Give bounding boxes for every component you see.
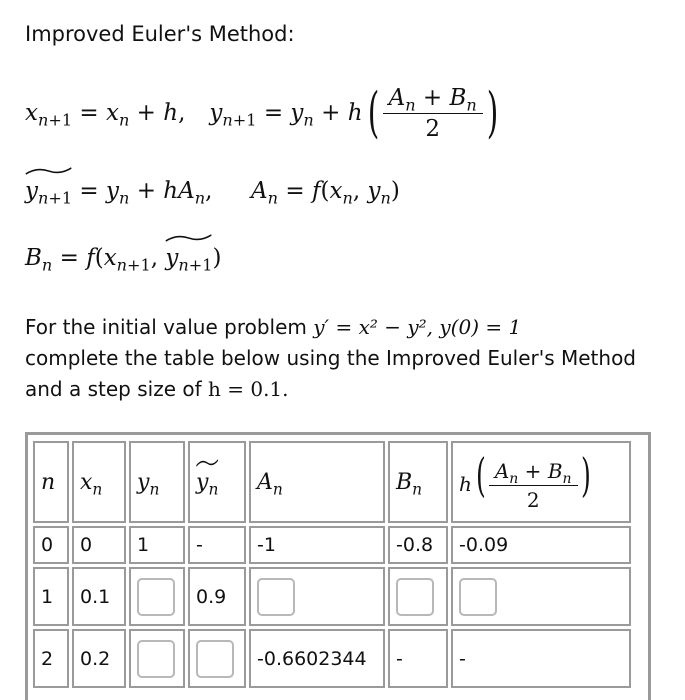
cell-x: 0.1 (72, 567, 126, 626)
euler-table-frame (25, 432, 651, 700)
cell-b: - (388, 629, 448, 688)
cell-a: -1 (249, 526, 385, 564)
cell-y: 1 (129, 526, 185, 564)
page-title: Improved Euler's Method: (25, 22, 295, 46)
problem-ivp: y′ = x² − y², y(0) = 1 (313, 315, 522, 339)
header-y: $y_n$ (129, 441, 185, 523)
a-input[interactable] (257, 578, 295, 616)
table-row (33, 567, 631, 626)
problem-step-size: h = 0.1. (208, 377, 289, 401)
table-row (33, 629, 631, 688)
header-b: $B_n$ (388, 441, 448, 523)
cell-h-average: - (451, 629, 631, 688)
formula-corrector: $B_n = f(x_{n+1}$, $y_{n+1}$ ) (25, 245, 222, 271)
cell-n: 2 (33, 629, 69, 688)
problem-line2: complete the table below using the Improved Euler's Method (25, 346, 637, 370)
y-input[interactable] (137, 578, 175, 616)
h-average-input[interactable] (459, 578, 497, 616)
formula-step: $x_{n+1} = x_n + h$, $y_{n+1} = y_n + h$ ( $\frac{A_n + B_n}{2}$ ) (25, 81, 499, 144)
cell-n: 0 (33, 526, 69, 564)
table-header-row (33, 441, 631, 523)
cell-n: 1 (33, 567, 69, 626)
header-y-tilde: $y_n$ (188, 441, 246, 523)
euler-table (30, 438, 634, 691)
cell-y (129, 567, 185, 626)
cell-h-average: -0.09 (451, 526, 631, 564)
b-input[interactable] (396, 578, 434, 616)
cell-y-tilde (188, 629, 246, 688)
cell-y-tilde: - (188, 526, 246, 564)
cell-a: -0.6602344 (249, 629, 385, 688)
header-a: $A_n$ (249, 441, 385, 523)
problem-line3-prefix: and a step size of (25, 377, 202, 401)
cell-b: -0.8 (388, 526, 448, 564)
problem-line1-prefix: For the initial value problem (25, 315, 307, 339)
cell-h-average (451, 567, 631, 626)
y-input[interactable] (137, 640, 175, 678)
cell-b (388, 567, 448, 626)
cell-a (249, 567, 385, 626)
cell-y-tilde: 0.9 (188, 567, 246, 626)
problem-statement (25, 312, 665, 405)
header-n: n (33, 441, 69, 523)
header-x: $x_n$ (72, 441, 126, 523)
header-h-average: h( $\frac{A_n + B_n}{2}$ ) (451, 441, 631, 523)
formula-predictor: $y_{n+1}$ = $y_n + hA_n$, $A_n = f(x_n$, $y_n$) (25, 178, 400, 204)
cell-x: 0.2 (72, 629, 126, 688)
cell-y (129, 629, 185, 688)
cell-x: 0 (72, 526, 126, 564)
table-row (33, 526, 631, 564)
y-tilde-input[interactable] (196, 640, 234, 678)
